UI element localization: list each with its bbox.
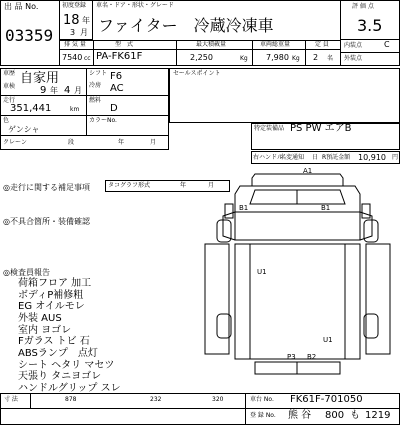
dim-label: 寸 法: [4, 396, 18, 403]
crane-year: 年: [118, 139, 125, 146]
mark-a1: A1: [303, 167, 313, 175]
info-col: [86, 68, 87, 135]
vehicle-name: ファイター 冷蔵冷凍車: [98, 16, 274, 35]
height-value: 320: [212, 396, 224, 403]
score-label: 評 価 点: [352, 3, 374, 10]
doc-label: 名変通知: [280, 154, 305, 161]
mirror-left: [225, 204, 233, 218]
inspector-item: ボディP補修粗: [18, 290, 84, 301]
max-load-label: 最大積載量: [196, 41, 227, 48]
inspector-item: 室内 ヨゴレ: [18, 325, 72, 336]
tacho-month: 月: [208, 182, 215, 189]
info-row-2: [0, 115, 169, 116]
exterior-label: 外装点: [344, 55, 363, 62]
inspector-item: 荷箱フロア 加工: [18, 278, 92, 289]
mark-b1-left: B1: [239, 204, 249, 212]
handle-label: 右ハンドル: [253, 154, 284, 161]
displacement-label: 排 気 量: [64, 41, 86, 48]
crane-unit: 段: [68, 139, 75, 146]
mark-b2: B2: [307, 353, 317, 361]
cab-body: [235, 212, 360, 240]
inspector-item: ハンドルグリップ スレ: [18, 383, 121, 394]
col-line-3: [252, 40, 253, 66]
tacho-label: タコグラフ形式: [108, 182, 151, 189]
mileage-label: 走行: [3, 97, 16, 104]
inspection-year: 9: [40, 85, 47, 96]
gross-weight-unit: Kg: [292, 55, 300, 62]
gross-weight-value: 7,980: [266, 53, 289, 62]
mark-p3: P3: [287, 353, 296, 361]
score-value: 3.5: [357, 16, 383, 35]
capacity-label: 定 員: [315, 41, 329, 48]
max-load-value: 2,250: [190, 53, 213, 62]
inspector-item: 天張り タニヨゴレ: [18, 371, 102, 382]
interior-label: 内装点: [344, 42, 363, 49]
footer-right-mid: [245, 408, 400, 409]
col-line-1: [93, 40, 94, 66]
color-label: 色: [3, 117, 10, 124]
sales-point-label: セールスポイント: [173, 70, 221, 77]
plate-class: 800: [325, 410, 345, 421]
displacement-unit: cc: [84, 55, 91, 62]
first-reg-label: 初度登録: [62, 2, 87, 9]
crane-label: クレーン: [3, 139, 27, 146]
mark-u1-right: U1: [323, 336, 333, 344]
defect-label: ◎不具合箇所・装備確認: [3, 217, 90, 226]
inspection-year-unit: 年: [50, 86, 58, 95]
info-row-3: [0, 135, 169, 136]
inspector-label: ◎検査員報告: [3, 268, 50, 277]
displacement-value: 7540: [62, 53, 83, 62]
gross-weight-label: 車両総重量: [260, 41, 291, 48]
ac-label: 冷房: [89, 82, 102, 89]
ac-value: AC: [110, 83, 124, 94]
info-row-1: [0, 95, 169, 96]
hall-label: 出 品 No.: [4, 2, 39, 11]
plate-region: 熊 谷: [288, 410, 312, 421]
month-unit: 月: [80, 28, 88, 37]
inspection-month: 4: [64, 85, 71, 96]
use-value: 自家用: [20, 71, 60, 86]
frame-label: 車台 No.: [250, 396, 274, 403]
cab-front-outline: [252, 174, 343, 186]
truck-diagram: [195, 164, 400, 394]
inspector-item: EG オイルモレ: [18, 301, 85, 312]
capacity-value: 2: [313, 53, 319, 62]
use-label: 車歴: [3, 70, 16, 77]
recycle-label: R預託金額: [322, 154, 351, 161]
lot-number: 03359: [5, 26, 54, 45]
year-era: 18: [63, 13, 80, 28]
mark-b1-right: B1: [321, 204, 331, 212]
plate-number: 1219: [365, 410, 391, 421]
max-load-unit: Kg: [240, 55, 248, 62]
color-value: ゲンシャ: [8, 125, 40, 134]
inspector-item: シート ヘタリ マセツ: [18, 360, 115, 371]
doc-year-unit: 日: [312, 154, 319, 161]
mileage-unit: km: [70, 106, 80, 113]
spec-label: 車名・ドア・形状・グレード: [96, 2, 174, 9]
fuel-value: D: [110, 103, 118, 114]
shift-label: シフト: [89, 70, 108, 77]
model-label: 型 式: [115, 41, 134, 48]
col-line-2: [176, 40, 177, 66]
inspection-month-unit: 月: [74, 86, 82, 95]
crane-month: 月: [150, 139, 157, 146]
inspection-label: 車検: [3, 83, 16, 90]
repair-label: ◎走行に関する補足事項: [3, 183, 90, 192]
width-value: 232: [150, 396, 162, 403]
equipment-value: PS PW エアB: [290, 123, 352, 134]
interior-value: C: [384, 40, 390, 49]
mileage-value: 351,441: [10, 103, 52, 114]
length-value: 878: [65, 396, 77, 403]
interior-divider: [340, 52, 400, 53]
plate-label: 登 録 No.: [250, 412, 276, 419]
cargo-box: [235, 244, 360, 359]
mirror-right: [362, 204, 370, 218]
col-line-4: [305, 40, 306, 66]
frame-value: FK61F-701050: [290, 394, 363, 405]
month-value: 3: [70, 28, 76, 37]
inspector-item: 外装 AUS: [18, 313, 62, 324]
equipment-label: 特定装備品: [254, 125, 285, 132]
mark-u1-left: U1: [257, 268, 267, 276]
year-unit: 年: [82, 16, 90, 25]
recycle-unit: 円: [392, 154, 399, 161]
tacho-year: 年: [180, 182, 187, 189]
inspector-item: ABSランプ 点灯: [18, 348, 98, 359]
front-wheel-right: [364, 220, 378, 242]
front-wheel-left: [217, 220, 231, 242]
fuel-label: 燃料: [89, 97, 102, 104]
recycle-value: 10,910: [358, 153, 386, 162]
spec-row-mid: [59, 49, 340, 50]
footer-col-1: [30, 393, 31, 408]
footer-mid: [0, 408, 245, 409]
plate-kana: も: [350, 410, 360, 421]
footer-col-2: [245, 393, 246, 425]
capacity-unit: 名: [327, 55, 334, 62]
inspector-item: Fガラス トビ 石: [18, 336, 90, 347]
model-value: PA-FK61F: [96, 51, 143, 62]
color-no-label: カラーNo.: [89, 117, 117, 124]
shift-value: F6: [110, 71, 123, 82]
